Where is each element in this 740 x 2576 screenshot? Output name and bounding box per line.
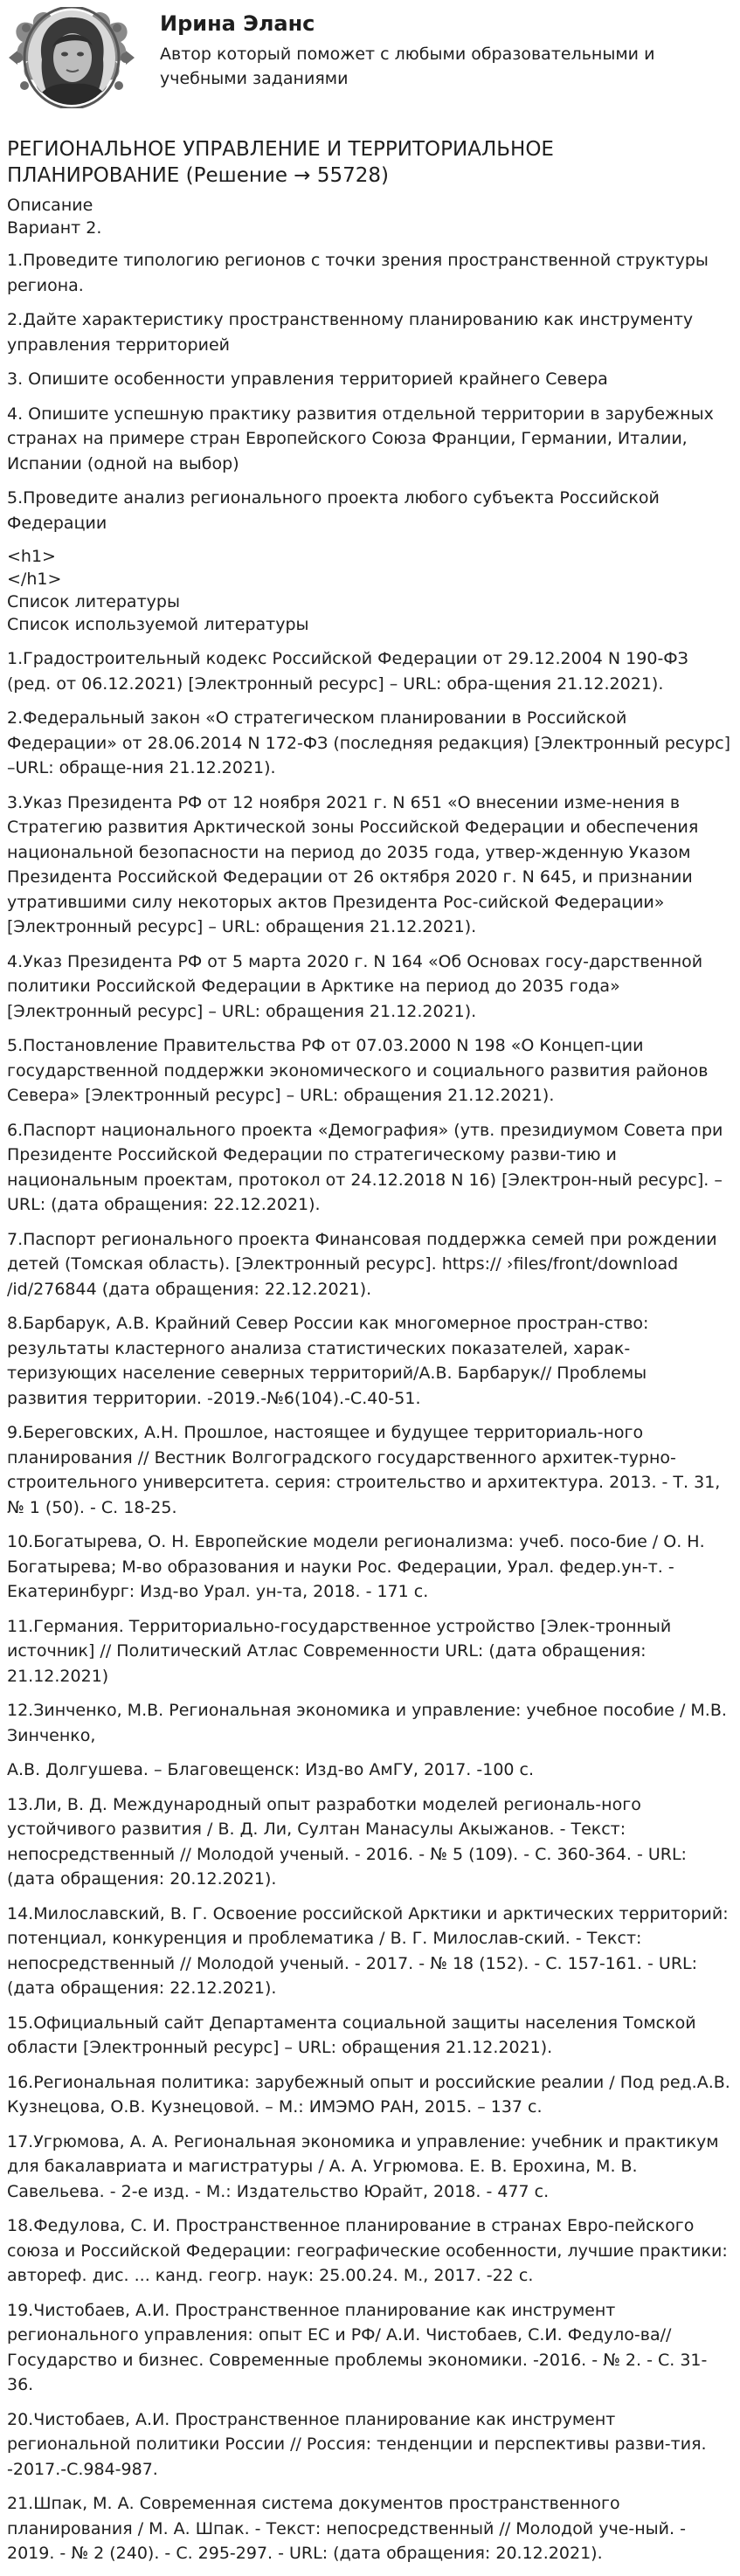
reference-item: 14.Милославский, В. Г. Освоение российской Арктики и арктических территорий: потенциал, конкуренция и проблематика / В. Г. Милослав-ский. - Текст: непосредственный // Молодой ученый. - 2017. - № 18 (152). - С. 157-161. - URL: (дата обращения: 22.12.2021). [7,1903,729,1998]
reference-item: 5.Постановление Правительства РФ от 07.03.2000 N 198 «О Концеп-ции государственной поддержки экономического и социального развития районов Севера» [Электронный ресурс] – URL: обращения 21.12.2021). [7,1036,709,1105]
author-description: Автор который поможет с любыми образовательными и учебными заданиями [160,45,655,88]
reference-item: 12.Зинченко, М.В. Региональная экономика и управление: учебное пособие / М.В. Зинченко, [7,1701,727,1745]
reference-item: 16.Региональная политика: зарубежный опыт и российские реалии / Под ред.А.В. Кузнецова, О.В. Кузнецовой. – М.: ИМЭМО РАН, 2015. – 137 с. [7,2072,730,2117]
reference-list [7,646,731,2566]
page-title: РЕГИОНАЛЬНОЕ УПРАВЛЕНИЕ И ТЕРРИТОРИАЛЬНОЕ ПЛАНИРОВАНИЕ (Решение → 55728) [7,138,554,187]
variant-label: Вариант 2. [7,218,102,238]
reference-item: 10.Богатырева, О. Н. Европейские модели регионализма: учеб. посо-бие / О. Н. Богатырева; М-во образования и науки Рос. Федерации, Урал. федер.ун-т. - Екатеринбург: Изд-во Урал. ун-та, 2018. - 171 с. [7,1532,705,1601]
reference-item: 3.Указ Президента РФ от 12 ноября 2021 г. N 651 «О внесении изме-нения в Стратегию развития Арктической зоны Российской Федерации и обеспечения национальной безопасности на период до 2035 года, утвер-жденную Указом Президента Российской Федерации от 26 октября 2020 г. N 645, и признании утратившими силу некоторых актов Президента Рос-сийской Федерации» [Электронный ресурс] – URL: обращения 21.12.2021). [7,792,699,936]
task-item: 2.Дайте характеристику пространственному планированию как инструменту управления территорией [7,310,694,355]
reference-item: 6.Паспорт национального проекта «Демография» (утв. президиумом Совета при Президенте Российской Федерации по стратегическому разви-тию и национальным проектам, протокол от 24.12.2018 N 16) [Электрон-ный ресурс]. – URL: (дата обращения: 22.12.2021). [7,1120,723,1214]
reference-item: 19.Чистобаев, А.И. Пространственное планирование как инструмент регионального управления: опыт ЕС и РФ/ А.И. Чистобаев, С.И. Федуло-ва// Государство и бизнес. Современные проблемы экономики. -2016. - № 2. - С. 31-36. [7,2300,708,2394]
author-name: Ирина Эланс [160,11,315,36]
raw-tag-close: </h1> [7,570,62,589]
reference-item: 8.Барбарук, А.В. Крайний Север России как многомерное простран-ство: результаты кластерного анализа статистических показателей, харак-теризующих население северных территорий/А.В. Барбарук// Проблемы развития территории. -2019.-№6(104).-С.40-51. [7,1314,649,1408]
description-label: Описание [7,196,93,215]
reference-item: 20.Чистобаев, А.И. Пространственное планирование как инструмент региональной политики России // Россия: тенденции и перспективы разви-тия. -2017.-С.984-987. [7,2409,707,2479]
reference-item: 13.Ли, В. Д. Международный опыт разработки моделей региональ-ного устойчивого развития / В. Д. Ли, Султан Манасулы Акыжанов. - Текст: непосредственный // Молодой ученый. - 2016. - № 5 (109). - С. 360-364. - URL: (дата обращения: 20.12.2021). [7,1794,687,1889]
task-item: 5.Проведите анализ регионального проекта любого субъекта Российской Федерации [7,488,660,533]
task-item: 1.Проведите типологию регионов с точки зрения пространственной структуры региона. [7,251,709,295]
reference-item: 1.Градостроительный кодекс Российской Федерации от 29.12.2004 N 190-ФЗ (ред. от 06.12.2021) [Электронный ресурс] – URL: обра-щения 21.12.2021). [7,649,688,694]
task-item: 3. Опишите особенности управления территорией крайнего Севера [7,369,608,389]
reference-item: 15.Официальный сайт Департамента социальной защиты населения Томской области [Электронный ресурс] – URL: обращения 21.12.2021). [7,2013,696,2057]
reference-item: 21.Шпак, М. А. Современная система документов пространственного планирования / М. А. Шпак. - Текст: непосредственный // Молодой уче-ный. - 2019. - № 2 (240). - С. 295-297. - URL: (дата обращения: 20.12.2021). [7,2494,686,2563]
reference-item: 4.Указ Президента РФ от 5 марта 2020 г. N 164 «Об Основах госу-дарственной политики Российской Федерации в Арктике на период до 2035 года» [Электронный ресурс] – URL: обращения 21.12.2021). [7,951,703,1021]
reference-item: 17.Угрюмова, А. А. Региональная экономика и управление: учебник и практикум для бакалавриата и магистратуры / А. А. Угрюмова. Е. В. Ерохина, М. В. Савельева. - 2-е изд. - М.: Издательство Юрайт, 2018. - 477 с. [7,2131,719,2201]
reference-item: 9.Береговских, А.Н. Прошлое, настоящее и будущее территориаль-ного планирования // Вестник Волгоградского государственного архитек-турно-строительного университета. серия: строительство и архитектура. 2013. - Т. 31, № 1 (50). - С. 18-25. [7,1423,721,1517]
literature-label: Список литературы [7,592,180,611]
reference-item: 11.Германия. Территориально-государственное устройство [Элек-тронный источник] // Политический Атлас Современности URL: (дата обращения: 21.12.2021) [7,1616,672,1686]
author-photo-icon [7,7,136,108]
reference-item: 18.Федулова, С. И. Пространственное планирование в странах Евро-пейского союза и Российской Федерации: географические особенности, лучшие практики: автореф. дис. ... канд. геогр. наук: 25.00.24. М., 2017. -22 с. [7,2216,728,2285]
task-item: 4. Опишите успешную практику развития отдельной территории в зарубежных странах на примере стран Европейского Союза Франции, Германии, Италии, Испании (одной на выбор) [7,404,714,473]
author-card [0,0,740,115]
reference-item: 7.Паспорт регионального проекта Финансовая поддержка семей при рождении детей (Томская область). [Электронный ресурс]. https:// ›files/front/download /id/276844 (дата обращения: 22.12.2021). [7,1229,717,1299]
used-literature-label: Список используемой литературы [7,615,309,634]
reference-item: А.В. Долгушева. – Благовещенск: Изд-во АмГУ, 2017. -100 с. [7,1760,535,1779]
raw-tag-open: <h1> [7,547,56,566]
reference-item: 2.Федеральный закон «О стратегическом планировании в Российской Федерации» от 28.06.2014 N 172-ФЗ (последняя редакция) [Электронный ресурс] –URL: обраще-ния 21.12.2021). [7,708,731,777]
work-content [0,115,740,2566]
